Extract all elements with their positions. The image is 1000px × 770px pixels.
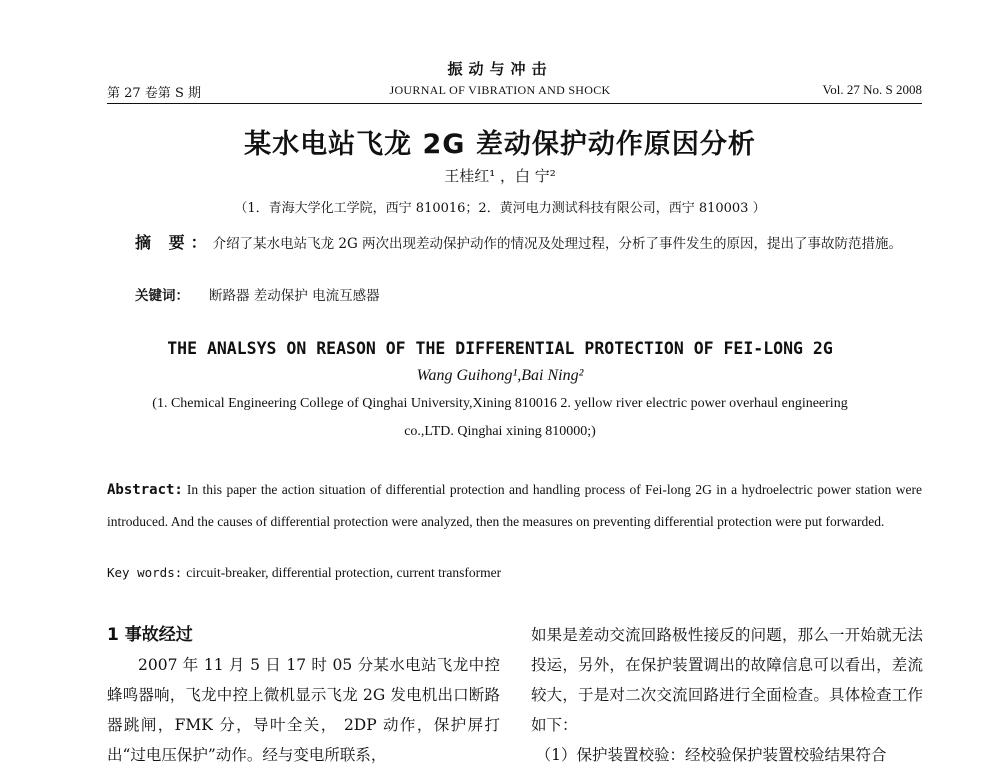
section-heading: 1 事故经过 [107,625,193,645]
abstract-cn-label: 摘 要： [135,233,213,252]
body-right-column [531,620,923,770]
header-divider [107,103,922,104]
abstract-en [107,474,922,537]
keywords-en [107,565,501,581]
journal-title-en: JOURNAL OF VIBRATION AND SHOCK [389,83,611,97]
body-left-column [107,620,500,770]
paper-title-en: THE ANALSYS ON REASON OF THE DIFFERENTIAL PROTECTION OF FEI-LONG 2G [167,339,833,358]
paper-title-cn: 某水电站飞龙 2G 差动保护动作原因分析 [244,129,756,160]
abstract-cn-text: 介绍了某水电站飞龙 2G 两次出现差动保护动作的情况及处理过程，分析了事件发生的原因，提出了事故防范措施。 [212,236,903,252]
journal-title-cn: 振动与冲击 [447,60,553,78]
affiliation-en-line1: (1. Chemical Engineering College of Qinghai University,Xining 810016 2. yellow river electric power overhaul engineering [152,396,848,411]
list-item: （1）保护装置校验：经校验保护装置校验结果符合 [535,746,887,764]
authors-cn: 王桂红¹ ，白 宁² [444,167,556,185]
keywords-en-text: circuit-breaker, differential protection, current transformer [186,565,502,580]
issue-label: 第 27 卷第 S 期 [107,86,201,101]
abstract-cn [107,226,922,261]
abstract-en-text: In this paper the action situation of differential protection and handling process of Fei-long 2G in a hydroelectric power station were introduced. And the causes of differential protection were analyzed, then the measures on preventing differential protection were put forwarded. [107,482,922,529]
keywords-en-label: Key words: [107,565,183,580]
keywords-cn-text: 断路器 差动保护 电流互感器 [209,288,380,304]
body-paragraph: 2007 年 11 月 5 日 17 时 05 分某水电站飞龙中控蜂鸣器响，飞龙中控上微机显示飞龙 2G 发电机出口断路器跳闸，FMK 分，导叶全关， 2DP 动作，保护屏打出“过电压保护”动作。经与变电所联系， [107,656,500,764]
affiliation-en-line2: co.,LTD. Qinghai xining 810000;) [404,424,596,439]
abstract-en-label: Abstract: [107,482,183,498]
affiliation-cn: （1．青海大学化工学院，西宁 810016；2．黄河电力测试科技有限公司，西宁 810003 ） [234,201,766,216]
body-paragraph: 如果是差动交流回路极性接反的问题，那么一开始就无法投运，另外，在保护装置调出的故障信息可以看出，差流较大，于是对二次交流回路进行全面检查。具体检查工作如下： [531,626,923,734]
keywords-cn [135,284,380,304]
keywords-cn-label: 关键词： [135,288,189,304]
volume-label: Vol. 27 No. S 2008 [822,82,922,97]
authors-en: Wang Guihong¹,Bai Ning² [416,367,584,384]
